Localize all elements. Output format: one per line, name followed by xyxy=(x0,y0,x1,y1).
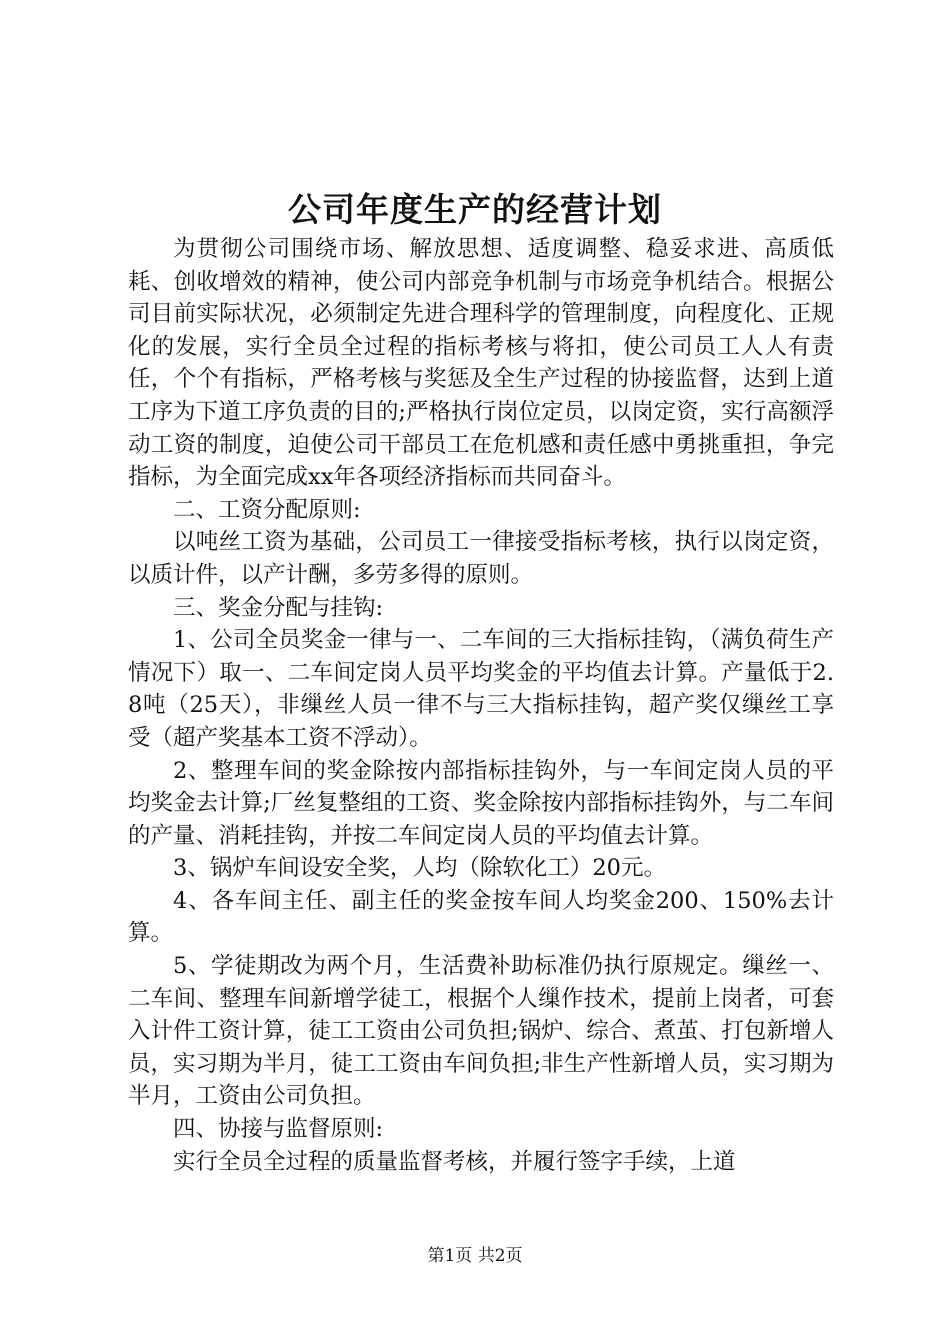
paragraph-bonus-2: 2、整理车间的奖金除按内部指标挂钩外，与一车间定岗人员的平均奖金去计算;厂丝复整组的工资、奖金除按内部指标挂钩外，与二车间的产量、消耗挂钩，并按二车间定岗人员的平均值去计算。 xyxy=(128,757,834,849)
paragraph-supervision: 实行全员全过程的质量监督考核，并履行签字手续，上道 xyxy=(173,1148,736,1175)
paragraph-bonus-4: 4、各车间主任、副主任的奖金按车间人均奖金200、150%去计算。 xyxy=(128,887,834,947)
paragraph-heading-bonus: 三、奖金分配与挂钩: xyxy=(173,594,384,621)
document-title: 公司年度生产的经营计划 xyxy=(288,190,662,229)
paragraph-heading-supervision: 四、协接与监督原则: xyxy=(173,1116,384,1143)
paragraph-bonus-1: 1、公司全员奖金一律与一、二车间的三大指标挂钩，（满负荷生产情况下）取一、二车间定岗人员平均奖金的平均值去计算。产量低于2.8吨（25天），非缫丝人员一律不与三大指标挂钩，超产奖仅缫丝工享受（超产奖基本工资不浮动）。 xyxy=(128,627,834,751)
page-number-footer: 第1页 共2页 xyxy=(427,1246,523,1266)
paragraph-wage-principle: 以吨丝工资为基础，公司员工一律接受指标考核，执行以岗定资，以质计件，以产计酬，多劳多得的原则。 xyxy=(128,529,834,588)
document-body xyxy=(128,233,834,1178)
paragraph-bonus-3: 3、锅炉车间设安全奖，人均（除软化工）20元。 xyxy=(173,855,666,882)
paragraph-bonus-5: 5、学徒期改为两个月，生活费补助标准仍执行原规定。缫丝一、二车间、整理车间新增学徒工，根据个人缫作技术，提前上岗者，可套入计件工资计算，徒工工资由公司负担;锅炉、综合、煮茧、打包新增人员，实习期为半月，徒工工资由车间负担;非生产性新增人员，实习期为半月，工资由公司负担。 xyxy=(128,953,834,1110)
paragraph-heading-wage: 二、工资分配原则: xyxy=(173,496,361,523)
paragraph-intro: 为贯彻公司围绕市场、解放思想、适度调整、稳妥求进、高质低耗、创收增效的精神，使公司内部竞争机制与市场竞争机结合。根据公司目前实际状况，必须制定先进合理科学的管理制度，向程度化、正规化的发展，实行全员全过程的指标考核与将扣，使公司员工人人有责任，个个有指标，严格考核与奖惩及全生产过程的协接监督，达到上道工序为下道工序负责的目的;严格执行岗位定员，以岗定资，实行高额浮动工资的制度，迫使公司干部员工在危机感和责任感中勇挑重担，争完指标，为全面完成xx年各项经济指标而共同奋斗。 xyxy=(128,236,834,491)
